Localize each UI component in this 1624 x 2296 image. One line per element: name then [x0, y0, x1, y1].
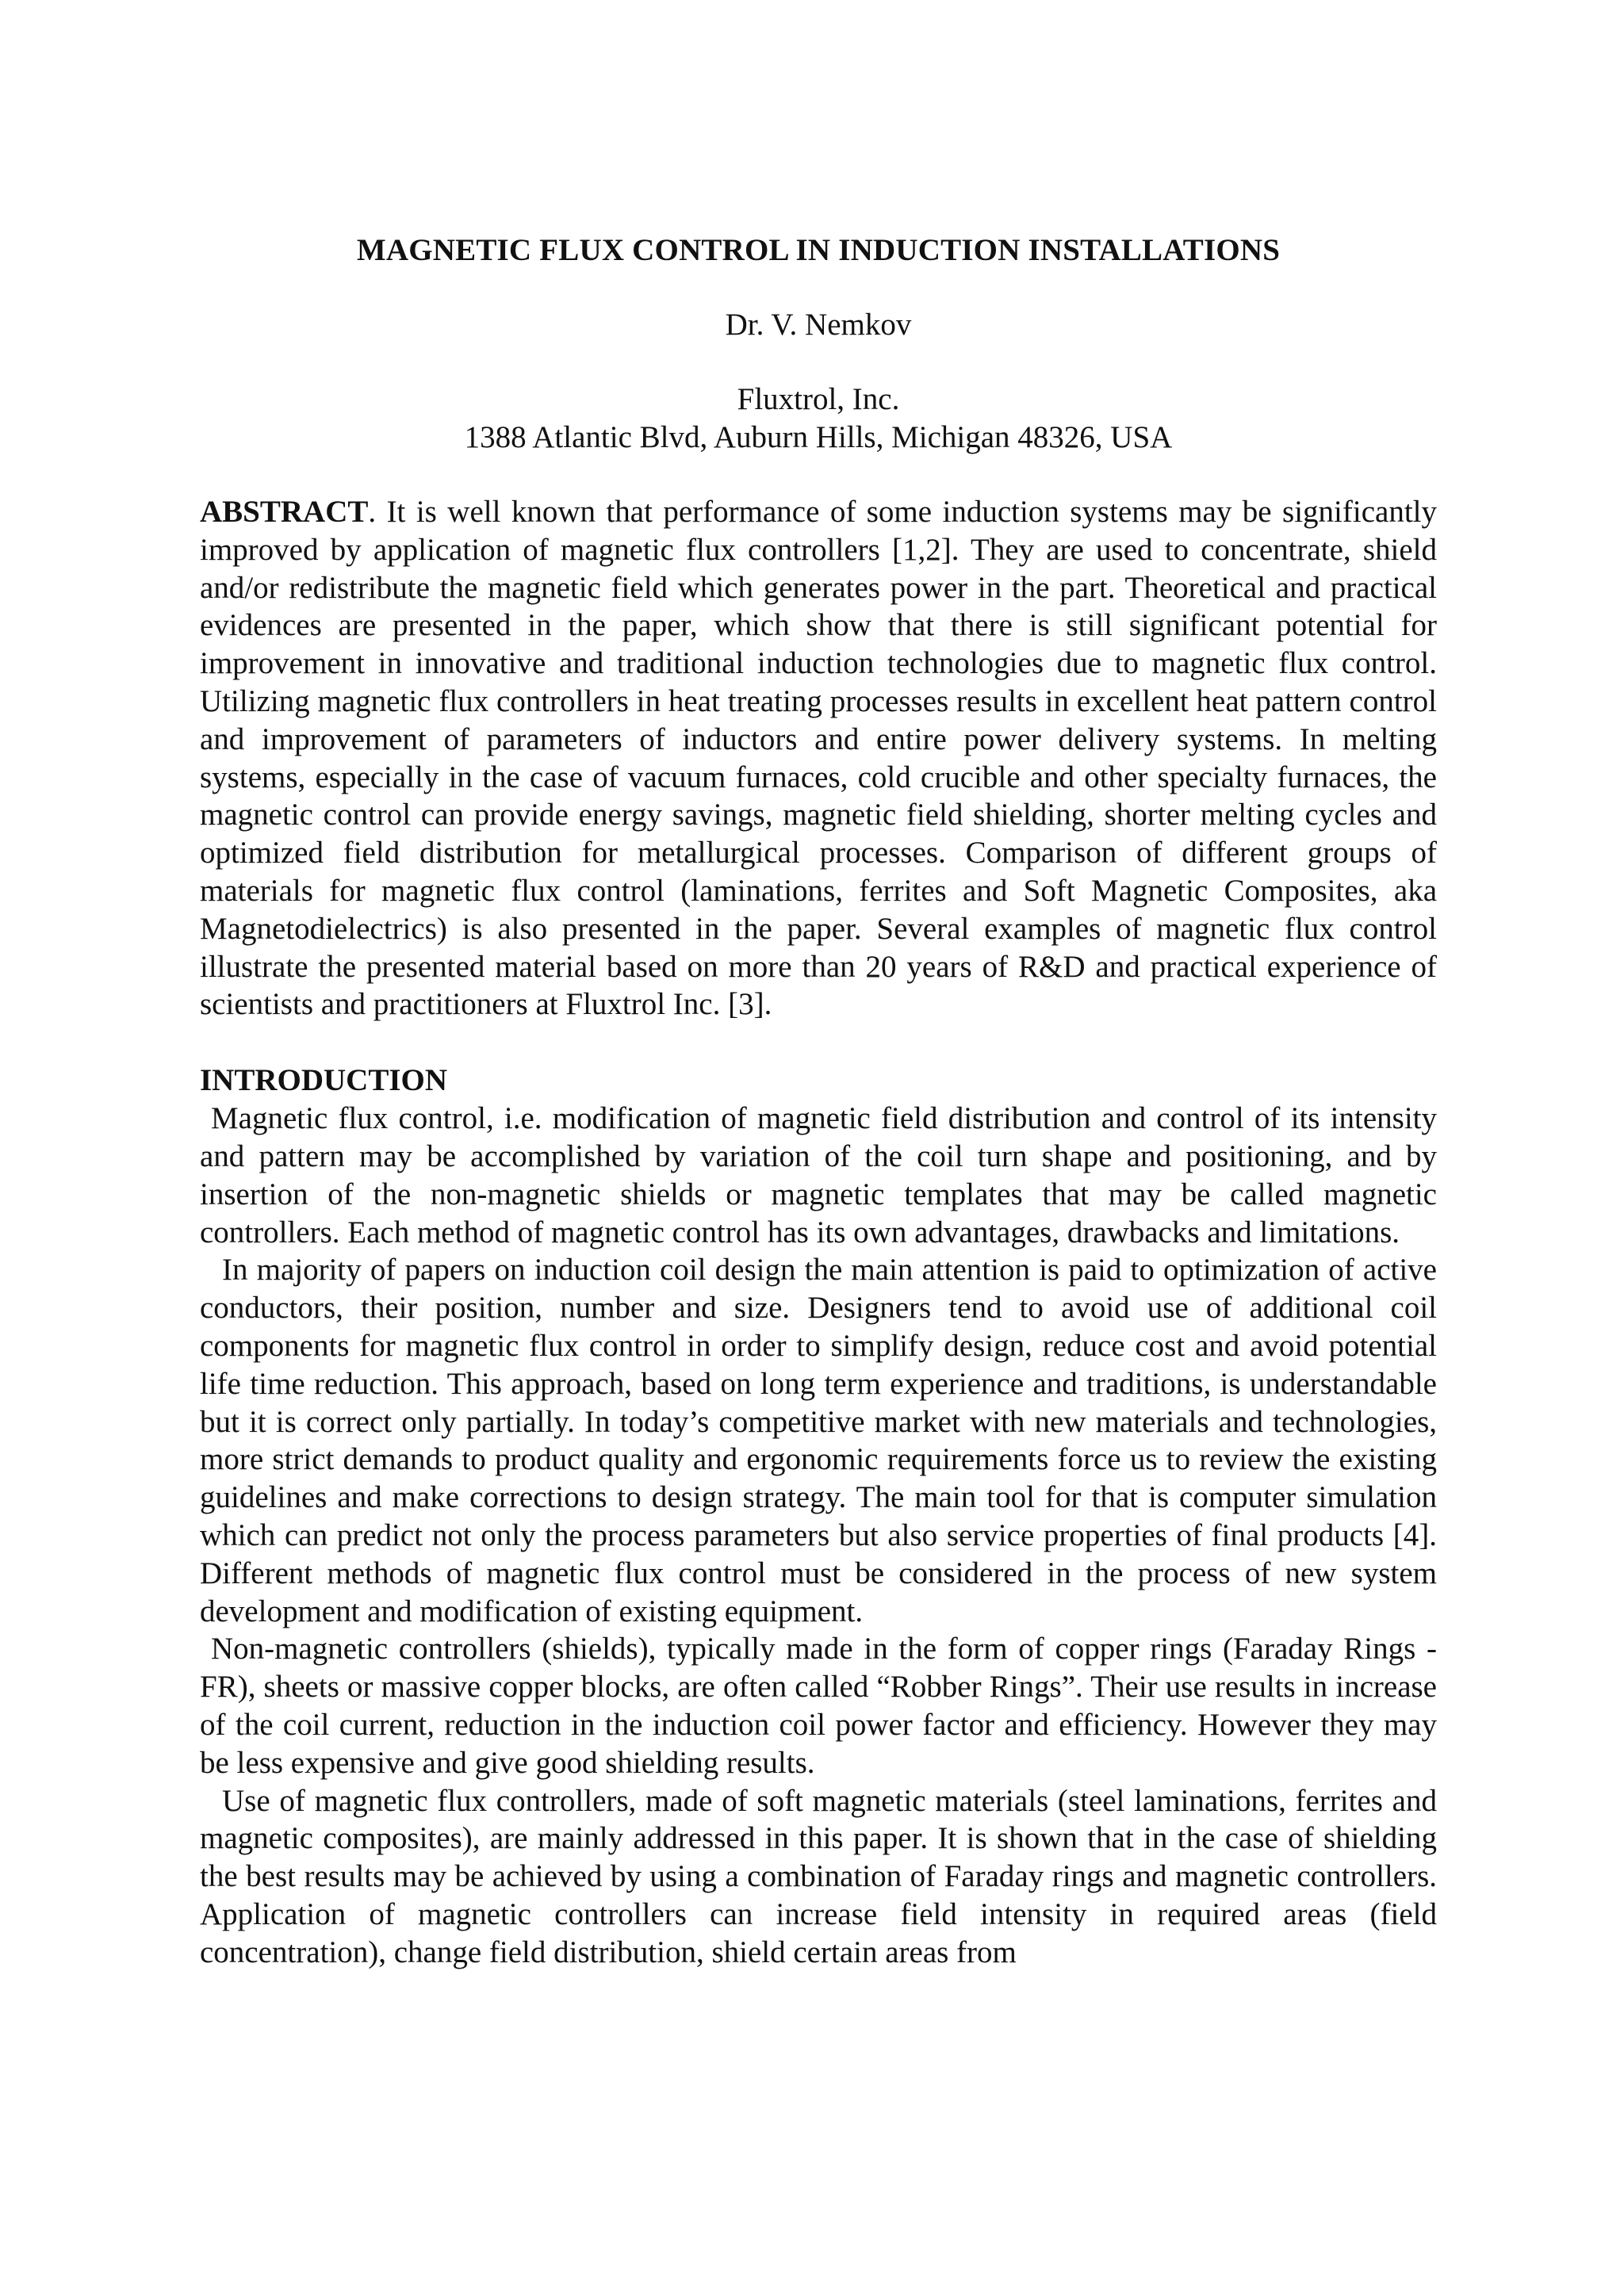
affiliation-address: 1388 Atlantic Blvd, Auburn Hills, Michigan 48326, USA	[464, 420, 1173, 454]
affiliation-company: Fluxtrol, Inc.	[737, 382, 900, 416]
intro-paragraph-4: Use of magnetic flux controllers, made of soft magnetic materials (steel laminations, ferrites and magnetic composites), are mainly addressed in this paper. It is shown that in the case of shielding the best results may be achieved by using a combination of Faraday rings and magnetic controllers. Application of magnetic controllers can increase field intensity in required areas (field concentration), change field distribution, shield certain areas from	[200, 1783, 1437, 1969]
paper-title: MAGNETIC FLUX CONTROL IN INDUCTION INSTALLATIONS	[356, 233, 1281, 267]
author-name: Dr. V. Nemkov	[725, 308, 912, 342]
intro-paragraph-1: Magnetic flux control, i.e. modification of magnetic field distribution and control of its intensity and pattern may be accomplished by variation of the coil turn shape and positioning, and by insertion of the non-magnetic shields or magnetic templates that may be called magnetic controllers. Each method of magnetic control has its own advantages, drawbacks and limitations.	[200, 1101, 1437, 1249]
affiliation	[200, 381, 1437, 457]
introduction-heading: INTRODUCTION	[200, 1063, 448, 1098]
paper-page	[200, 232, 1437, 1971]
abstract-paragraph	[200, 493, 1437, 1024]
intro-paragraph-3: Non-magnetic controllers (shields), typically made in the form of copper rings (Faraday Rings - FR), sheets or massive copper blocks, are often called “Robber Rings”. Their use results in increase of the coil current, reduction in the induction coil power factor and efficiency. However they may be less expensive and give good shielding results.	[200, 1632, 1437, 1780]
intro-paragraph-2: In majority of papers on induction coil design the main attention is paid to optimization of active conductors, their position, number and size. Designers tend to avoid use of additional coil components for magnetic flux control in order to simplify design, reduce cost and avoid potential life time reduction. This approach, based on long term experience and traditions, is understandable but it is correct only partially. In today’s competitive market with new materials and technologies, more strict demands to product quality and ergonomic requirements force us to review the existing guidelines and make corrections to design strategy. The main tool for that is computer simulation which can predict not only the process parameters but also service properties of final products [4]. Different methods of magnetic flux control must be considered in the process of new system development and modification of existing equipment.	[200, 1253, 1437, 1628]
abstract-text: . It is well known that performance of some induction systems may be significantly improved by application of magnetic flux controllers [1,2]. They are used to concentrate, shield and/or redistribute the magnetic field which generates power in the part. Theoretical and practical evidences are presented in the paper, which show that there is still significant potential for improvement in innovative and traditional induction technologies due to magnetic flux control. Utilizing magnetic flux controllers in heat treating processes results in excellent heat pattern control and improvement of parameters of inductors and entire power delivery systems. In melting systems, especially in the case of vacuum furnaces, cold crucible and other specialty furnaces, the magnetic control can provide energy savings, magnetic field shielding, shorter melting cycles and optimized field distribution for metallurgical processes. Comparison of different groups of materials for magnetic flux control (laminations, ferrites and Soft Magnetic Composites, aka Magnetodielectrics) is also presented in the paper. Several examples of magnetic flux control illustrate the presented material based on more than 20 years of R&D and practical experience of scientists and practitioners at Fluxtrol Inc. [3].	[200, 495, 1437, 1022]
abstract-label: ABSTRACT	[200, 495, 369, 529]
